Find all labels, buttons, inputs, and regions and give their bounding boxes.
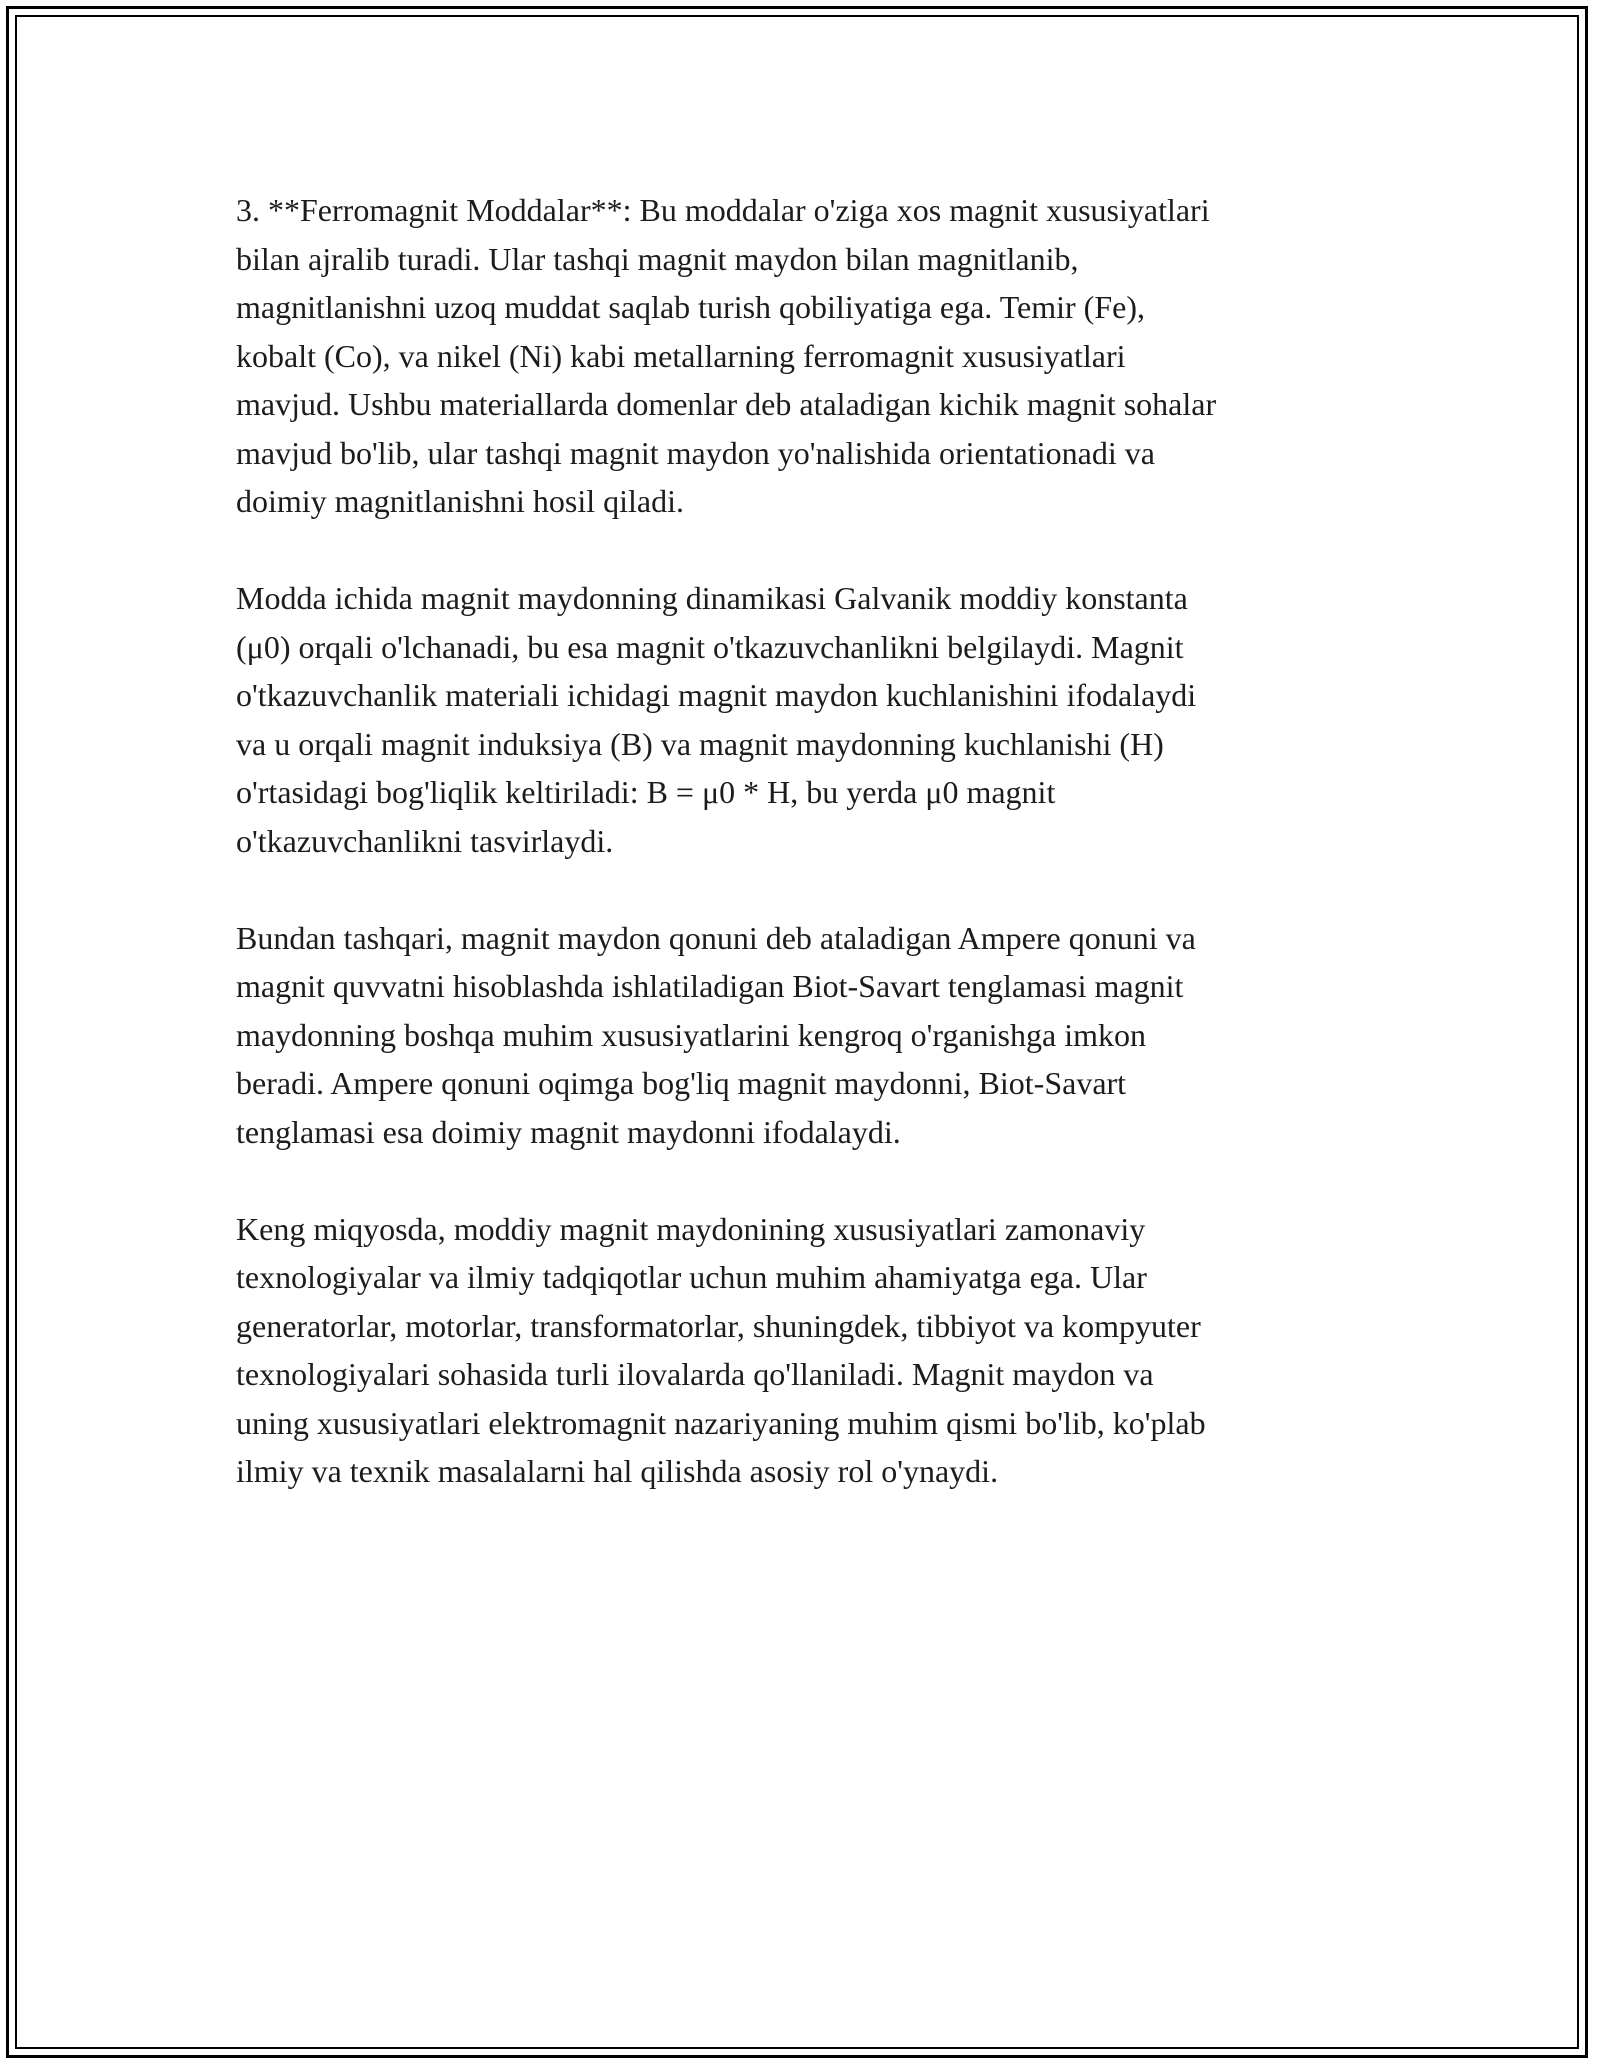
paragraph-applications: Keng miqyosda, moddiy magnit maydonining xususiyatlari zamonaviy texnologiyalar va ilmiy tadqiqotlar uchun muhim ahamiyatga ega. Ular generatorlar, motorlar, transformatorlar, shuningdek, tibbiyot va kompyuter texnologiyalari sohasida turli ilovalarda qo'llaniladi. Magnit maydon va uning xususiyatlari elektromagnit nazariyaning muhim qismi bo'lib, ko'plab ilmiy va texnik masalalarni hal qilishda asosiy rol o'ynaydi. xyxy=(236,1210,1206,1489)
paragraph-ferromagnetic-substances: 3. **Ferromagnit Moddalar**: Bu moddalar o'ziga xos magnit xususiyatlari bilan ajralib turadi. Ular tashqi magnit maydon bilan magnitlanib, magnitlanishni uzoq muddat saqlab turish qobiliyatiga ega. Temir (Fe), kobalt (Co), va nikel (Ni) kabi metallarning ferromagnit xususiyatlari mavjud. Ushbu materiallarda domenlar deb ataladigan kichik magnit sohalar mavjud bo'lib, ular tashqi magnit maydon yo'nalishida orientationadi va doimiy magnitlanishni hosil qiladi. xyxy=(236,192,1217,519)
paragraph-ampere-biot-savart: Bundan tashqari, magnit maydon qonuni deb ataladigan Ampere qonuni va magnit quvvatni hisoblashda ishlatiladigan Biot-Savart tenglamasi magnit maydonning boshqa muhim xususiyatlarini kengroq o'rganishga imkon beradi. Ampere qonuni oqimga bog'liq magnit maydonni, Biot-Savart tenglamasi esa doimiy magnit maydonni ifodalaydi. xyxy=(236,919,1196,1150)
document-body xyxy=(236,186,1386,1544)
paragraph-magnetic-permeability: Modda ichida magnit maydonning dinamikasi Galvanik moddiy konstanta (μ0) orqali o'lchanadi, bu esa magnit o'tkazuvchanlikni belgilaydi. Magnit o'tkazuvchanlik materiali ichidagi magnit maydon kuchlanishini ifodalaydi va u orqali magnit induksiya (B) va magnit maydonning kuchlanishi (H) o'rtasidagi bog'liqlik keltiriladi: B = μ0 * H, bu yerda μ0 magnit o'tkazuvchanlikni tasvirlaydi. xyxy=(236,580,1197,859)
